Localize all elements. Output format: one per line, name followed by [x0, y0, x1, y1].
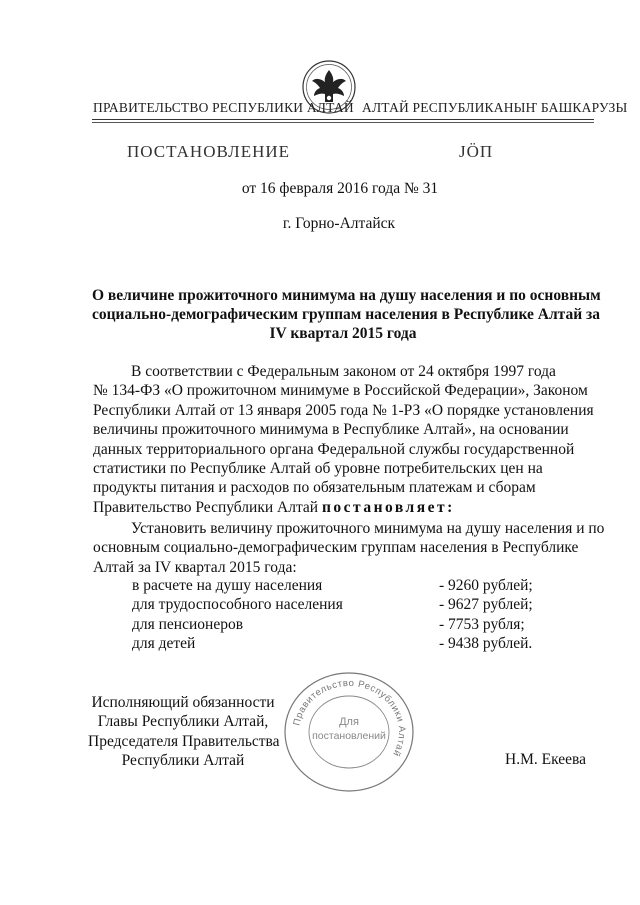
doctype-russian: ПОСТАНОВЛЕНИЕ [127, 142, 291, 161]
text-line: данных территориального органа Федеральной службы государственной [93, 440, 575, 458]
seal-center-text: Для [339, 716, 359, 728]
item-label: для трудоспособного населения [132, 596, 343, 614]
list-item [132, 615, 552, 634]
text-line: Установить величину прожиточного минимума на душу населения и по [131, 520, 605, 537]
item-label: для пенсионеров [132, 615, 244, 633]
document-date: от 16 февраля 2016 года № 31 [241, 180, 439, 197]
text-line: статистики по Республике Алтай об уровне потребительских цен на [93, 460, 543, 478]
svg-text:Правительство Республики Алтай: Правительство Республики Алтай [291, 677, 408, 759]
document-city: г. Горно-Алтайск [282, 215, 396, 232]
item-value: - 9260 рублей; [439, 577, 533, 594]
item-value: - 9627 рублей; [439, 596, 533, 614]
list-item [132, 595, 552, 614]
list-item [132, 576, 552, 595]
header-rule-thin [92, 122, 594, 123]
list-item [132, 634, 552, 653]
seal-center-text: постановлений [312, 730, 386, 742]
org-name-russian: ПРАВИТЕЛЬСТВО РЕСПУБЛИКИ АЛТАЙ [93, 100, 354, 115]
signatory-name: Н.М. Екеева [505, 751, 586, 768]
text-line: В соответствии с Федеральным законом от 24 октября 1997 года [131, 363, 556, 380]
text-line: Правительство Республики Алтай постановляет : [93, 498, 455, 516]
item-label: для детей [132, 635, 196, 653]
text-line: Алтай за IV квартал 2015 года: [93, 558, 297, 576]
decree-keyword: постановляет [321, 498, 448, 516]
subsistence-values-list [132, 576, 552, 654]
text-line: величины прожиточного минимума в Республике Алтай», на основании [93, 421, 569, 439]
title-line: О величине прожиточного минимума на душу населения и по основным [92, 287, 601, 304]
item-value: - 9438 рублей. [439, 635, 533, 653]
title-line: IV квартал 2015 года [269, 325, 417, 342]
item-value: - 7753 рубля; [439, 615, 525, 633]
signatory-title: Исполняющий обязанности Главы Республики Алтай, Председателя Правительства Республики Алтай [88, 694, 280, 770]
item-label: в расчете на душу населения [132, 577, 323, 594]
document-title [92, 286, 601, 343]
official-seal-stamp [281, 669, 417, 795]
text-line: продукты питания и расходов по обязательным платежам и сборам [93, 479, 536, 497]
header-rule [92, 119, 594, 120]
text-line: основным социально-демографическим группам населения в Республике [93, 539, 579, 557]
doctype-altai: ЈӦП [459, 142, 494, 161]
title-line: социально-демографическим группам населения в Республике Алтай за [92, 306, 601, 323]
text-line: Республики Алтай от 13 января 2005 года № 1-РЗ «О порядке установления [93, 401, 594, 419]
resolution-paragraph [93, 519, 605, 577]
preamble-paragraph [93, 362, 594, 517]
org-name-altai: АЛТАЙ РЕСПУБЛИКАНЫҤ БАШКАРУЗЫ [362, 100, 628, 115]
text-line: № 134-ФЗ «О прожиточном минимуме в Российской Федерации», Законом [93, 382, 588, 400]
